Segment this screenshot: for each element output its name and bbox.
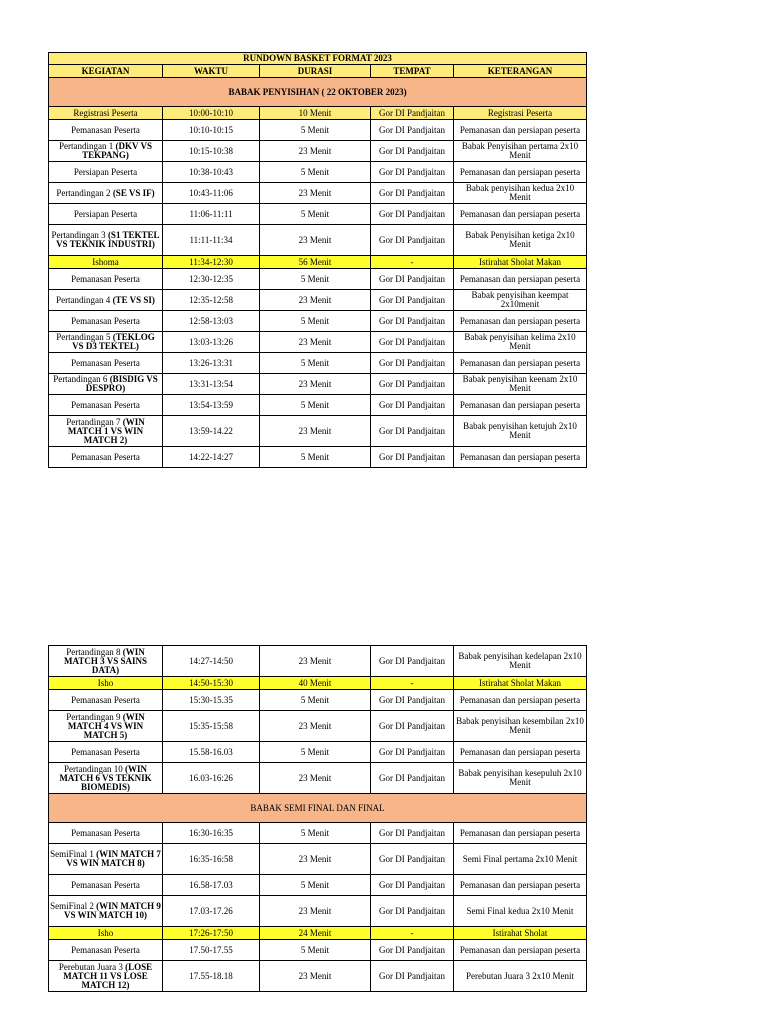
cell-kegiatan — [49, 416, 163, 447]
cell-waktu: 14:22-14:27 — [163, 447, 260, 468]
column-header: KEGIATAN — [49, 65, 163, 78]
cell-durasi: 23 Menit — [260, 416, 371, 447]
cell-tempat: Gor DI Pandjaitan — [371, 742, 454, 763]
kegiatan-text: Pemanasan Peserta — [71, 827, 140, 838]
section-row — [49, 794, 587, 823]
kegiatan-text: Pertandingan 5 — [56, 332, 111, 342]
cell-tempat: Gor DI Pandjaitan — [371, 120, 454, 141]
cell-keterangan: Pemanasan dan persiapan peserta — [454, 269, 587, 290]
cell-durasi: 10 Menit — [260, 107, 371, 120]
cell-kegiatan — [49, 844, 163, 875]
cell-durasi: 5 Menit — [260, 269, 371, 290]
cell-waktu: 11:06-11:11 — [163, 204, 260, 225]
kegiatan-text: Pertandingan 10 — [64, 763, 123, 774]
table-row — [49, 690, 587, 711]
rundown-table-2 — [48, 645, 587, 992]
table-row — [49, 183, 587, 204]
cell-waktu: 17.50-17.55 — [163, 940, 260, 961]
cell-tempat: Gor DI Pandjaitan — [371, 290, 454, 311]
cell-kegiatan — [49, 875, 163, 896]
cell-tempat: Gor DI Pandjaitan — [371, 416, 454, 447]
cell-durasi: 5 Menit — [260, 120, 371, 141]
cell-keterangan: Perebutan Juara 3 2x10 Menit — [454, 961, 587, 992]
cell-tempat: Gor DI Pandjaitan — [371, 311, 454, 332]
cell-tempat: Gor DI Pandjaitan — [371, 823, 454, 844]
table-row — [49, 256, 587, 269]
cell-tempat: - — [371, 927, 454, 940]
match-teams: (WIN MATCH 9 VS WIN MATCH 10) — [64, 901, 161, 920]
match-teams: (WIN MATCH 4 VS WIN MATCH 5) — [67, 711, 145, 740]
section-title: BABAK PENYISIHAN ( 22 OKTOBER 2023) — [49, 78, 587, 107]
kegiatan-text: Perebutan Juara 3 — [58, 961, 123, 972]
table-row — [49, 204, 587, 225]
kegiatan-text: Pemanasan Peserta — [71, 944, 140, 955]
cell-keterangan: Babak penyisihan keempat 2x10menit — [454, 290, 587, 311]
table-row — [49, 395, 587, 416]
cell-waktu: 12:58-13:03 — [163, 311, 260, 332]
cell-waktu: 17:26-17:50 — [163, 927, 260, 940]
cell-kegiatan — [49, 225, 163, 256]
table-row — [49, 107, 587, 120]
cell-kegiatan — [49, 204, 163, 225]
cell-tempat: Gor DI Pandjaitan — [371, 162, 454, 183]
cell-waktu: 10:00-10:10 — [163, 107, 260, 120]
cell-tempat: Gor DI Pandjaitan — [371, 940, 454, 961]
cell-waktu: 15:30-15.35 — [163, 690, 260, 711]
match-teams: (WIN MATCH 7 VS WIN MATCH 8) — [66, 849, 161, 868]
table-row — [49, 875, 587, 896]
table-row — [49, 416, 587, 447]
cell-keterangan: Pemanasan dan persiapan peserta — [454, 823, 587, 844]
cell-waktu: 12:30-12:35 — [163, 269, 260, 290]
cell-tempat: Gor DI Pandjaitan — [371, 844, 454, 875]
cell-tempat: Gor DI Pandjaitan — [371, 204, 454, 225]
kegiatan-text: Persiapan Peserta — [73, 166, 138, 177]
column-header: TEMPAT — [371, 65, 454, 78]
cell-waktu: 10:43-11:06 — [163, 183, 260, 204]
cell-kegiatan — [49, 311, 163, 332]
cell-keterangan: Pemanasan dan persiapan peserta — [454, 162, 587, 183]
cell-keterangan: Pemanasan dan persiapan peserta — [454, 875, 587, 896]
cell-waktu: 16.03-16:26 — [163, 763, 260, 794]
cell-durasi: 5 Menit — [260, 875, 371, 896]
cell-keterangan: Babak penyisihan kedua 2x10 Menit — [454, 183, 587, 204]
cell-keterangan: Semi Final kedua 2x10 Menit — [454, 896, 587, 927]
cell-keterangan: Registrasi Peserta — [454, 107, 587, 120]
cell-waktu: 13:31-13:54 — [163, 374, 260, 395]
cell-keterangan: Pemanasan dan persiapan peserta — [454, 690, 587, 711]
cell-tempat: Gor DI Pandjaitan — [371, 763, 454, 794]
cell-kegiatan — [49, 742, 163, 763]
kegiatan-text: Pertandingan 2 — [56, 187, 111, 198]
cell-keterangan: Pemanasan dan persiapan peserta — [454, 742, 587, 763]
cell-kegiatan — [49, 896, 163, 927]
cell-durasi: 23 Menit — [260, 896, 371, 927]
cell-kegiatan — [49, 677, 163, 690]
cell-kegiatan — [49, 763, 163, 794]
cell-waktu: 13:03-13:26 — [163, 332, 260, 353]
kegiatan-text: Pertandingan 3 — [51, 230, 106, 240]
table-row — [49, 162, 587, 183]
cell-kegiatan — [49, 107, 163, 120]
cell-waktu: 10:10-10:15 — [163, 120, 260, 141]
cell-waktu: 16:30-16:35 — [163, 823, 260, 844]
cell-tempat: Gor DI Pandjaitan — [371, 961, 454, 992]
cell-durasi: 23 Menit — [260, 374, 371, 395]
kegiatan-text: Pemanasan Peserta — [71, 273, 140, 284]
cell-kegiatan — [49, 290, 163, 311]
cell-durasi: 23 Menit — [260, 225, 371, 256]
cell-keterangan: Pemanasan dan persiapan peserta — [454, 120, 587, 141]
cell-kegiatan — [49, 961, 163, 992]
cell-waktu: 13:26-13:31 — [163, 353, 260, 374]
cell-kegiatan — [49, 690, 163, 711]
cell-tempat: Gor DI Pandjaitan — [371, 107, 454, 120]
cell-keterangan: Istirahat Sholat Makan — [454, 677, 587, 690]
cell-kegiatan — [49, 353, 163, 374]
kegiatan-text: Pemanasan Peserta — [71, 124, 140, 135]
cell-tempat: Gor DI Pandjaitan — [371, 875, 454, 896]
cell-keterangan: Babak Penyisihan ketiga 2x10 Menit — [454, 225, 587, 256]
cell-kegiatan — [49, 940, 163, 961]
table-row — [49, 332, 587, 353]
cell-waktu: 17.55-18.18 — [163, 961, 260, 992]
table-row — [49, 311, 587, 332]
cell-kegiatan — [49, 162, 163, 183]
cell-keterangan: Babak penyisihan kelima 2x10 Menit — [454, 332, 587, 353]
kegiatan-text: Pertandingan 4 — [56, 294, 111, 305]
section-title: BABAK SEMI FINAL DAN FINAL — [49, 794, 587, 823]
cell-durasi: 5 Menit — [260, 940, 371, 961]
match-teams: (DKV VS TEKPANG) — [82, 141, 152, 160]
cell-durasi: 5 Menit — [260, 162, 371, 183]
table-row — [49, 927, 587, 940]
match-teams: (WIN MATCH 6 VS TEKNIK BIOMEDIS) — [59, 763, 152, 792]
cell-tempat: Gor DI Pandjaitan — [371, 896, 454, 927]
kegiatan-text: Pemanasan Peserta — [71, 746, 140, 757]
table-row — [49, 447, 587, 468]
table-row — [49, 374, 587, 395]
cell-kegiatan — [49, 120, 163, 141]
cell-durasi: 5 Menit — [260, 395, 371, 416]
cell-waktu: 17.03-17.26 — [163, 896, 260, 927]
kegiatan-text: Pemanasan Peserta — [71, 451, 140, 462]
cell-durasi: 24 Menit — [260, 927, 371, 940]
table-row — [49, 225, 587, 256]
match-teams: (SE VS IF) — [112, 187, 155, 198]
table-row — [49, 711, 587, 742]
cell-durasi: 23 Menit — [260, 183, 371, 204]
cell-waktu: 13:54-13:59 — [163, 395, 260, 416]
header-row — [49, 65, 587, 78]
cell-keterangan: Babak penyisihan kesepuluh 2x10 Menit — [454, 763, 587, 794]
cell-durasi: 40 Menit — [260, 677, 371, 690]
kegiatan-text: Persiapan Peserta — [73, 208, 138, 219]
cell-durasi: 23 Menit — [260, 961, 371, 992]
cell-tempat: - — [371, 256, 454, 269]
table-row — [49, 844, 587, 875]
cell-keterangan: Pemanasan dan persiapan peserta — [454, 940, 587, 961]
table-row — [49, 290, 587, 311]
cell-tempat: Gor DI Pandjaitan — [371, 374, 454, 395]
cell-durasi: 23 Menit — [260, 290, 371, 311]
match-teams: (S1 TEKTEL VS TEKNIK INDUSTRI) — [56, 230, 160, 249]
kegiatan-text: Pertandingan 8 — [66, 646, 121, 657]
kegiatan-text: Pertandingan 7 — [66, 416, 121, 427]
cell-durasi: 5 Menit — [260, 742, 371, 763]
cell-tempat: Gor DI Pandjaitan — [371, 269, 454, 290]
cell-waktu: 13:59-14.22 — [163, 416, 260, 447]
kegiatan-text: Pertandingan 1 — [59, 141, 114, 151]
cell-keterangan: Pemanasan dan persiapan peserta — [454, 395, 587, 416]
cell-tempat: Gor DI Pandjaitan — [371, 353, 454, 374]
cell-durasi: 5 Menit — [260, 311, 371, 332]
cell-kegiatan — [49, 256, 163, 269]
cell-keterangan: Pemanasan dan persiapan peserta — [454, 204, 587, 225]
cell-waktu: 12:35-12:58 — [163, 290, 260, 311]
kegiatan-text: SemiFinal 1 — [50, 849, 94, 859]
cell-kegiatan — [49, 374, 163, 395]
table-row — [49, 940, 587, 961]
table-row — [49, 646, 587, 677]
kegiatan-text: Registrasi Peserta — [73, 107, 138, 118]
cell-durasi: 23 Menit — [260, 141, 371, 162]
column-header: WAKTU — [163, 65, 260, 78]
cell-waktu: 10:15-10:38 — [163, 141, 260, 162]
cell-durasi: 23 Menit — [260, 646, 371, 677]
document-title: RUNDOWN BASKET FORMAT 2023 — [49, 53, 587, 65]
cell-kegiatan — [49, 823, 163, 844]
match-teams: (WIN MATCH 1 VS WIN MATCH 2) — [67, 416, 145, 445]
cell-kegiatan — [49, 711, 163, 742]
cell-durasi: 5 Menit — [260, 204, 371, 225]
cell-waktu: 11:11-11:34 — [163, 225, 260, 256]
kegiatan-text: Pertandingan 6 — [53, 374, 108, 384]
table-row — [49, 763, 587, 794]
cell-durasi: 23 Menit — [260, 332, 371, 353]
cell-keterangan: Pemanasan dan persiapan peserta — [454, 447, 587, 468]
cell-tempat: Gor DI Pandjaitan — [371, 646, 454, 677]
cell-kegiatan — [49, 332, 163, 353]
section-row — [49, 78, 587, 107]
cell-durasi: 56 Menit — [260, 256, 371, 269]
kegiatan-text: SemiFinal 2 — [50, 901, 94, 911]
rundown-table-1 — [48, 52, 587, 468]
cell-tempat: Gor DI Pandjaitan — [371, 690, 454, 711]
match-teams: (TE VS SI) — [112, 294, 155, 305]
cell-waktu: 15:35-15:58 — [163, 711, 260, 742]
cell-tempat: Gor DI Pandjaitan — [371, 141, 454, 162]
cell-kegiatan — [49, 141, 163, 162]
kegiatan-text: Pemanasan Peserta — [71, 357, 140, 368]
cell-durasi: 5 Menit — [260, 353, 371, 374]
cell-keterangan: Istirahat Sholat — [454, 927, 587, 940]
cell-keterangan: Istirahat Sholat Makan — [454, 256, 587, 269]
cell-durasi: 23 Menit — [260, 763, 371, 794]
cell-tempat: - — [371, 677, 454, 690]
cell-kegiatan — [49, 395, 163, 416]
cell-waktu: 10:38-10:43 — [163, 162, 260, 183]
table-row — [49, 120, 587, 141]
table-row — [49, 896, 587, 927]
kegiatan-text: Pemanasan Peserta — [71, 399, 140, 410]
cell-tempat: Gor DI Pandjaitan — [371, 447, 454, 468]
kegiatan-text: Isho — [97, 927, 114, 938]
cell-waktu: 16.58-17.03 — [163, 875, 260, 896]
cell-tempat: Gor DI Pandjaitan — [371, 395, 454, 416]
cell-keterangan: Pemanasan dan persiapan peserta — [454, 353, 587, 374]
cell-kegiatan — [49, 447, 163, 468]
title-row — [49, 53, 587, 65]
cell-kegiatan — [49, 927, 163, 940]
cell-durasi: 23 Menit — [260, 711, 371, 742]
cell-tempat: Gor DI Pandjaitan — [371, 225, 454, 256]
cell-tempat: Gor DI Pandjaitan — [371, 183, 454, 204]
column-header: KETERANGAN — [454, 65, 587, 78]
cell-keterangan: Babak penyisihan ketujuh 2x10 Menit — [454, 416, 587, 447]
cell-durasi: 5 Menit — [260, 690, 371, 711]
kegiatan-text: Pertandingan 9 — [66, 711, 121, 722]
match-teams: (TEKLOG VS D3 TEKTEL) — [72, 332, 155, 351]
cell-durasi: 5 Menit — [260, 447, 371, 468]
table-row — [49, 141, 587, 162]
cell-kegiatan — [49, 646, 163, 677]
match-teams: (BISDIG VS DESPRO) — [85, 374, 158, 393]
match-teams: (LOSE MATCH 11 VS LOSE MATCH 12) — [63, 961, 153, 990]
cell-kegiatan — [49, 183, 163, 204]
column-header: DURASI — [260, 65, 371, 78]
table-row — [49, 742, 587, 763]
cell-waktu: 15.58-16.03 — [163, 742, 260, 763]
cell-tempat: Gor DI Pandjaitan — [371, 332, 454, 353]
kegiatan-text: Pemanasan Peserta — [71, 315, 140, 326]
kegiatan-text: Pemanasan Peserta — [71, 694, 140, 705]
table-row — [49, 677, 587, 690]
match-teams: (WIN MATCH 3 VS SAINS DATA) — [64, 646, 147, 675]
table-row — [49, 353, 587, 374]
cell-durasi: 5 Menit — [260, 823, 371, 844]
cell-kegiatan — [49, 269, 163, 290]
cell-keterangan: Babak penyisihan keenam 2x10 Menit — [454, 374, 587, 395]
cell-keterangan: Babak Penyisihan pertama 2x10 Menit — [454, 141, 587, 162]
cell-keterangan: Pemanasan dan persiapan peserta — [454, 311, 587, 332]
cell-waktu: 14:50-15:30 — [163, 677, 260, 690]
cell-waktu: 14:27-14:50 — [163, 646, 260, 677]
kegiatan-text: Isho — [97, 677, 114, 688]
cell-waktu: 11:34-12:30 — [163, 256, 260, 269]
kegiatan-text: Ishoma — [92, 256, 119, 267]
cell-keterangan: Semi Final pertama 2x10 Menit — [454, 844, 587, 875]
kegiatan-text: Pemanasan Peserta — [71, 879, 140, 890]
cell-tempat: Gor DI Pandjaitan — [371, 711, 454, 742]
table-row — [49, 269, 587, 290]
cell-durasi: 23 Menit — [260, 844, 371, 875]
table-row — [49, 961, 587, 992]
cell-waktu: 16:35-16:58 — [163, 844, 260, 875]
cell-keterangan: Babak penyisihan kesembilan 2x10 Menit — [454, 711, 587, 742]
table-row — [49, 823, 587, 844]
cell-keterangan: Babak penyisihan kedelapan 2x10 Menit — [454, 646, 587, 677]
